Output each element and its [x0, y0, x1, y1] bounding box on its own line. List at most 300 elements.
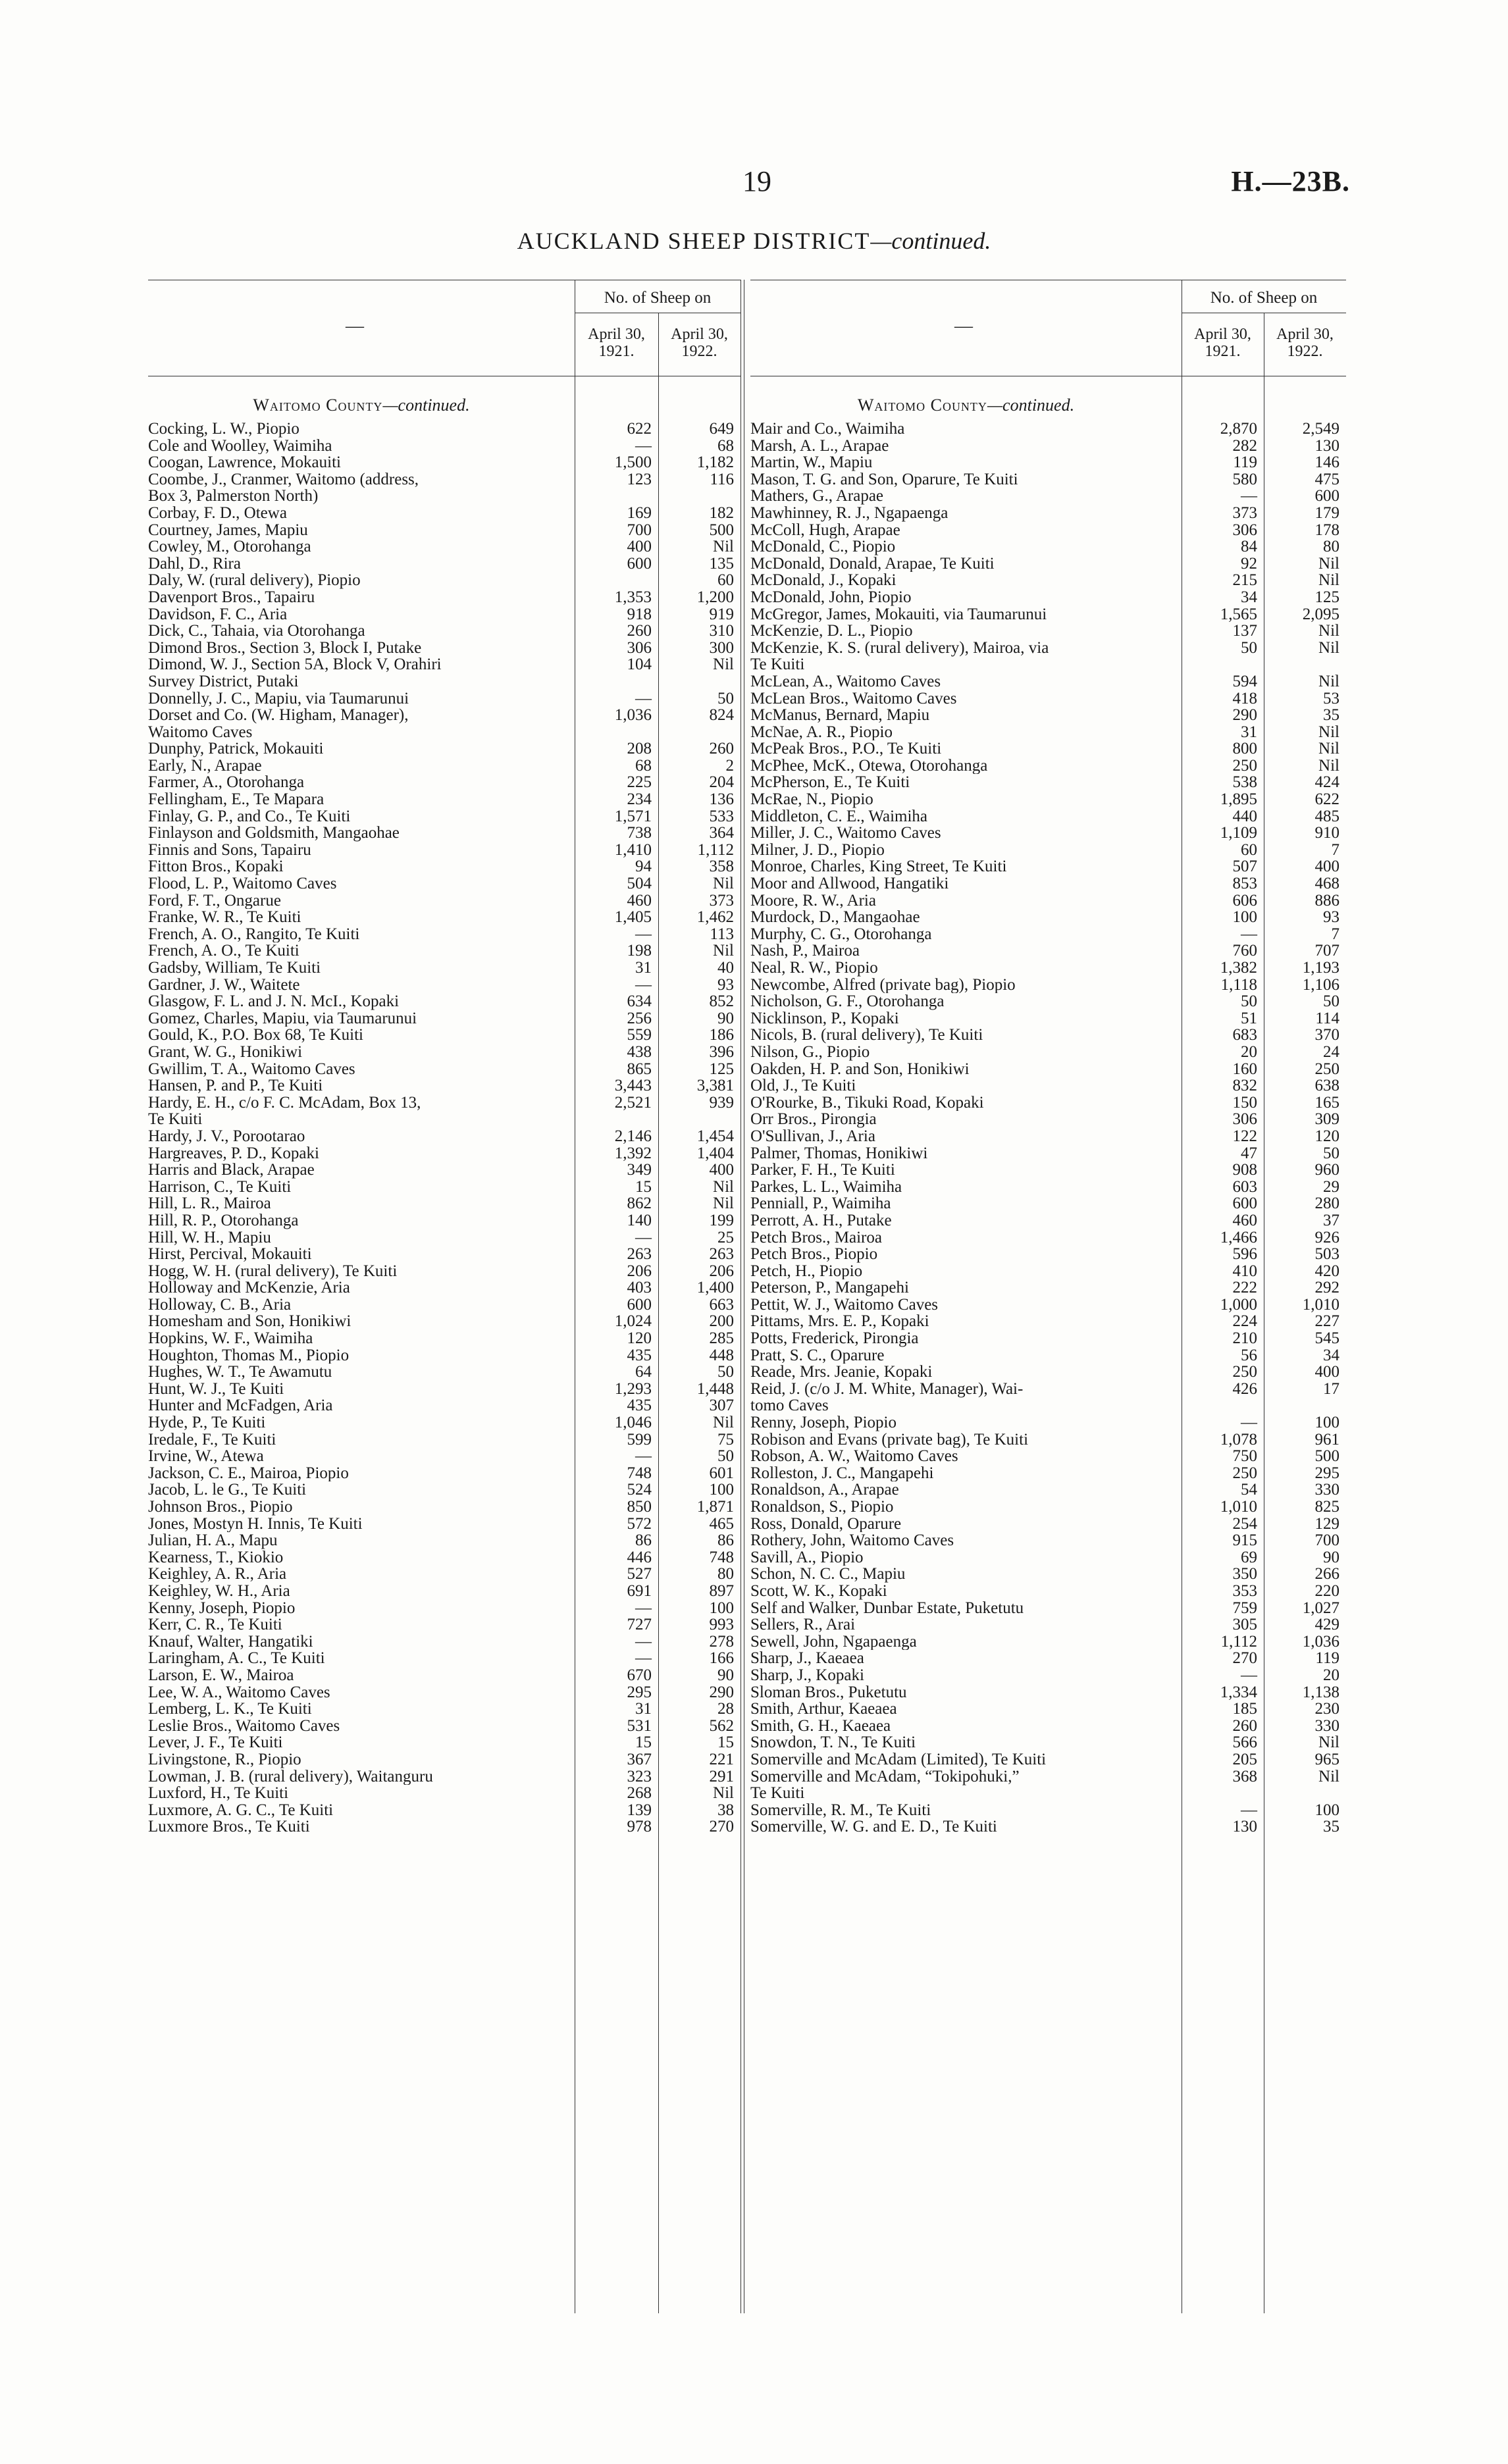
table-row [148, 707, 741, 740]
entry-name: Martin, W., Mapiu [750, 454, 873, 471]
table-row [750, 1516, 1346, 1533]
table-row [148, 690, 741, 707]
count-1921: 250 [1232, 756, 1257, 775]
table-row [148, 875, 741, 892]
count-1921: 137 [1232, 622, 1257, 640]
entry-name: Gwillim, T. A., Waitomo Caves [148, 1060, 355, 1078]
table-row [148, 1397, 741, 1414]
table-row [750, 538, 1346, 555]
count-1921: 426 [1232, 1379, 1257, 1398]
table-row [750, 724, 1346, 741]
table-row [148, 454, 741, 471]
entry-name: Monroe, Charles, King Street, Te Kuiti [750, 858, 1007, 876]
entry-name: Grant, W. G., Honikiwi [148, 1043, 303, 1061]
table-row [148, 1263, 741, 1280]
count-1922: 178 [1314, 521, 1339, 539]
entry-name: Gomez, Charles, Mapiu, via Taumarunui [148, 1010, 417, 1027]
table-row [750, 690, 1346, 707]
table-row [750, 858, 1346, 875]
table-row [148, 1481, 741, 1499]
table-row [148, 1701, 741, 1718]
count-1922: 15 [717, 1733, 734, 1752]
count-1921: 800 [1232, 740, 1257, 758]
sheep-on-header: No. of Sheep on [1210, 289, 1318, 307]
count-1921: 368 [1232, 1767, 1257, 1785]
count-1921: 760 [1232, 942, 1257, 960]
count-1922: 295 [1314, 1464, 1339, 1482]
count-1922: 28 [717, 1700, 734, 1718]
count-1922: 961 [1314, 1430, 1339, 1449]
entry-name: Livingstone, R., Piopio [148, 1751, 301, 1768]
count-1922: 468 [1314, 875, 1339, 893]
count-1921: 410 [1232, 1262, 1257, 1280]
table-row [750, 892, 1346, 910]
count-1921: 1,353 [614, 588, 652, 606]
count-1922: 1,106 [1302, 975, 1339, 994]
count-1921: 254 [1232, 1514, 1257, 1533]
entry-name: Homesham and Son, Honikiwi [148, 1313, 351, 1331]
count-1922: 465 [709, 1514, 734, 1533]
count-1922: Nil [713, 1177, 734, 1196]
count-1922: 80 [1323, 538, 1339, 556]
table-row [750, 909, 1346, 926]
table-row [148, 1010, 741, 1027]
table-row [750, 1718, 1346, 1735]
table-row [750, 1667, 1346, 1684]
count-1921: 435 [627, 1397, 652, 1415]
count-1922: 186 [709, 1026, 734, 1044]
count-1921: 15 [635, 1733, 652, 1752]
count-1922: 38 [717, 1801, 734, 1819]
table-row [148, 1650, 741, 1667]
entry-name: Milner, J. D., Piopio [750, 841, 885, 859]
entry-name: O'Rourke, B., Tikuki Road, Kopaki [750, 1094, 984, 1112]
count-1921: 862 [627, 1194, 652, 1213]
count-1921: 1,109 [1220, 824, 1257, 842]
table-row [148, 977, 741, 994]
entry-name: Kearness, T., Kiokio [148, 1549, 284, 1566]
count-1921: 606 [1232, 891, 1257, 910]
page-number: 19 [742, 165, 771, 197]
count-1921: 20 [1241, 1042, 1257, 1061]
entry-name: Harrison, C., Te Kuiti [148, 1178, 292, 1196]
table-row [148, 1818, 741, 1835]
header-dash: — [954, 316, 973, 336]
count-1922: 993 [709, 1616, 734, 1634]
count-1921: 600 [627, 554, 652, 573]
count-1921: 832 [1232, 1077, 1257, 1095]
entry-name: Holloway and McKenzie, Aria [148, 1279, 350, 1296]
entry-name: Perrott, A. H., Putake [750, 1212, 892, 1229]
count-1922: 100 [709, 1481, 734, 1499]
entry-name: Sloman Bros., Puketutu [750, 1683, 907, 1701]
count-1921: — [1241, 487, 1257, 505]
count-1922: 166 [709, 1649, 734, 1668]
entry-name: Jacob, L. le G., Te Kuiti [148, 1481, 307, 1499]
entry-name: Lee, W. A., Waitomo Caves [148, 1683, 330, 1701]
count-1922: Nil [713, 1414, 734, 1432]
count-1922: 2,549 [1302, 420, 1339, 438]
count-1922: 206 [709, 1262, 734, 1280]
count-1922: 562 [709, 1716, 734, 1735]
table-row [148, 993, 741, 1010]
count-1922: 3,381 [696, 1077, 734, 1095]
count-1922: 373 [709, 891, 734, 910]
table-row [750, 1195, 1346, 1212]
count-1921: 559 [627, 1026, 652, 1044]
count-1921: 150 [1232, 1093, 1257, 1112]
table-row [750, 1296, 1346, 1314]
table-row [750, 1465, 1346, 1482]
count-1922: 227 [1314, 1312, 1339, 1331]
table-row [148, 623, 741, 640]
count-1921: — [635, 689, 652, 707]
table-row [750, 977, 1346, 994]
count-1922: 250 [1314, 1060, 1339, 1078]
entry-name: Robison and Evans (private bag), Te Kuiti [750, 1431, 1029, 1449]
count-1921: 750 [1232, 1447, 1257, 1466]
count-1921: 268 [627, 1784, 652, 1803]
count-1921: 1,334 [1220, 1683, 1257, 1701]
table-row [750, 1532, 1346, 1549]
table-row [750, 1094, 1346, 1112]
count-1922: 1,138 [1302, 1683, 1339, 1701]
count-1922: 960 [1314, 1161, 1339, 1179]
count-1921: — [1241, 1801, 1257, 1819]
entry-name: Snowdon, T. N., Te Kuiti [750, 1734, 916, 1751]
count-1922: 852 [709, 992, 734, 1011]
count-1921: 460 [627, 891, 652, 910]
count-1921: — [1241, 925, 1257, 943]
entry-name: Cole and Woolley, Waimiha [148, 437, 332, 455]
count-1921: 84 [1241, 538, 1257, 556]
count-1922: 125 [1314, 588, 1339, 606]
count-1921: 915 [1232, 1531, 1257, 1550]
count-1921: 670 [627, 1666, 652, 1684]
count-1922: 35 [1323, 1818, 1339, 1836]
table-row [148, 1179, 741, 1196]
table-row [148, 1600, 741, 1617]
entry-name: Larson, E. W., Mairoa [148, 1666, 294, 1684]
count-1921: 306 [627, 638, 652, 657]
entry-name: Leslie Bros., Waitomo Caves [148, 1717, 340, 1735]
count-1922: 86 [717, 1531, 734, 1550]
count-1922: Nil [713, 875, 734, 893]
count-1921: 603 [1232, 1177, 1257, 1196]
entry-name: Dahl, D., Rira [148, 555, 241, 573]
table-row [148, 1549, 741, 1566]
count-1922: 50 [1323, 1144, 1339, 1162]
entry-name: Sharp, J., Kaeaea [750, 1650, 864, 1667]
entry-name: Reid, J. (c/o J. M. White, Manager), Wai- tomo Caves [750, 1380, 1024, 1415]
entry-name: Peterson, P., Mangapehi [750, 1279, 909, 1296]
entry-name: Mair and Co., Waimiha [750, 421, 905, 438]
count-1921: 978 [627, 1818, 652, 1836]
table-row [148, 1145, 741, 1162]
table-row [148, 1532, 741, 1549]
table-row [148, 926, 741, 943]
entry-name: Hunter and McFadgen, Aria [148, 1397, 333, 1415]
count-1921: 1,118 [1220, 975, 1257, 994]
count-1922: 220 [1314, 1581, 1339, 1600]
count-1922: 364 [709, 824, 734, 842]
count-1922: 300 [709, 638, 734, 657]
entry-name: Coombe, J., Cranmer, Waitomo (address, Box 3, Palmerston North) [148, 471, 419, 505]
table-row [148, 1718, 741, 1735]
count-1922: 53 [1323, 689, 1339, 707]
count-1922: 1,036 [1302, 1632, 1339, 1651]
count-1921: 599 [627, 1430, 652, 1449]
entry-name: Nash, P., Mairoa [750, 942, 860, 960]
count-1921: — [635, 975, 652, 994]
count-1922: 80 [717, 1565, 734, 1583]
table-row [750, 757, 1346, 775]
county-continued: —continued. [987, 396, 1075, 415]
count-1921: 210 [1232, 1329, 1257, 1348]
entry-name: McDonald, J., Kopaki [750, 572, 897, 589]
count-1922: 7 [1331, 840, 1339, 859]
count-1921: 208 [627, 740, 652, 758]
entry-name: Dimond, W. J., Section 5A, Block V, Orahiri Survey District, Putaki [148, 656, 442, 690]
table-row [148, 1195, 741, 1212]
entry-name: Somerville and McAdam (Limited), Te Kuiti [750, 1751, 1047, 1768]
count-1922: 1,027 [1302, 1599, 1339, 1617]
count-1922: 221 [709, 1750, 734, 1768]
table-row [750, 1229, 1346, 1246]
count-1921: 1,405 [614, 908, 652, 927]
count-1921: 403 [627, 1279, 652, 1297]
table-row [750, 1549, 1346, 1566]
count-1921: 31 [635, 959, 652, 977]
title-continued: —continued. [870, 228, 991, 254]
count-1921: 400 [627, 538, 652, 556]
entry-name: McPherson, E., Te Kuiti [750, 774, 910, 792]
count-1921: 123 [627, 470, 652, 488]
table-row [148, 471, 741, 505]
table-row [750, 471, 1346, 488]
count-1921: 738 [627, 824, 652, 842]
table-row [750, 1633, 1346, 1651]
table-row [148, 808, 741, 825]
count-1921: 224 [1232, 1312, 1257, 1331]
entry-name: McKenzie, D. L., Piopio [750, 623, 913, 640]
entry-name: McGregor, James, Mokauiti, via Taumarunui [750, 605, 1047, 623]
count-1922: 700 [1314, 1531, 1339, 1550]
count-1922: 29 [1323, 1177, 1339, 1196]
count-1922: 135 [709, 554, 734, 573]
count-1922: 37 [1323, 1211, 1339, 1229]
entry-name: Courtney, James, Mapiu [148, 521, 308, 539]
rows [148, 421, 741, 1835]
count-1921: 263 [627, 1245, 652, 1264]
table-row [148, 1162, 741, 1179]
entry-name: Mawhinney, R. J., Ngapaenga [750, 504, 949, 522]
table-row [148, 1381, 741, 1398]
count-1921: 727 [627, 1616, 652, 1634]
table-row [148, 1583, 741, 1600]
count-1922: 182 [709, 503, 734, 522]
entry-name: Miller, J. C., Waitomo Caves [750, 825, 941, 842]
count-1922: 400 [1314, 1363, 1339, 1381]
count-1921: 353 [1232, 1581, 1257, 1600]
count-1922: 429 [1314, 1616, 1339, 1634]
entry-name: Newcombe, Alfred (private bag), Piopio [750, 976, 1016, 994]
count-1922: Nil [713, 655, 734, 674]
table-row [148, 1616, 741, 1633]
count-1921: 850 [627, 1498, 652, 1516]
count-1922: Nil [1318, 554, 1339, 573]
entry-name: McManus, Bernard, Mapiu [750, 707, 930, 724]
count-1922: 230 [1314, 1700, 1339, 1718]
entry-name: Ross, Donald, Oparure [750, 1515, 902, 1533]
table-row [750, 505, 1346, 522]
entry-name: Reade, Mrs. Jeanie, Kopaki [750, 1364, 933, 1381]
count-1921: 130 [1232, 1818, 1257, 1836]
count-1921: 100 [1232, 908, 1257, 927]
count-1921: 566 [1232, 1733, 1257, 1752]
table-row [750, 1448, 1346, 1465]
table-row [750, 842, 1346, 859]
count-1921: 531 [627, 1716, 652, 1735]
table-row [750, 1027, 1346, 1044]
entry-name: Mason, T. G. and Son, Oparure, Te Kuiti [750, 471, 1018, 488]
entry-name: Flood, L. P., Waitomo Caves [148, 875, 337, 892]
count-1921: 169 [627, 503, 652, 522]
count-1922: 90 [717, 1666, 734, 1684]
table-row [750, 1583, 1346, 1600]
table-row [750, 875, 1346, 892]
entry-name: Middleton, C. E., Waimiha [750, 808, 928, 825]
count-1922: Nil [1318, 756, 1339, 775]
entry-name: Parker, F. H., Te Kuiti [750, 1162, 895, 1179]
table-row [148, 1330, 741, 1347]
count-1921: 234 [627, 790, 652, 809]
entry-name: Self and Walker, Dunbar Estate, Puketutu [750, 1599, 1024, 1617]
entry-name: Hyde, P., Te Kuiti [148, 1414, 266, 1431]
count-1922: 75 [717, 1430, 734, 1449]
count-1921: 691 [627, 1581, 652, 1600]
entry-name: Palmer, Thomas, Honikiwi [750, 1144, 928, 1162]
count-1922: 1,193 [1302, 959, 1339, 977]
count-1921: 1,500 [614, 453, 652, 472]
entry-name: Hardy, J. V., Porootarao [148, 1127, 305, 1145]
count-1921: 600 [627, 1295, 652, 1314]
count-1922: 748 [709, 1548, 734, 1566]
entry-name: Kerr, C. R., Te Kuiti [148, 1616, 282, 1633]
count-1921: 305 [1232, 1616, 1257, 1634]
count-1921: 596 [1232, 1245, 1257, 1264]
entry-name: Nicholson, G. F., Otorohanga [750, 993, 945, 1010]
entry-name: McPhee, McK., Otewa, Otorohanga [750, 757, 988, 775]
rows [750, 421, 1346, 1835]
entry-name: Sellers, R., Arai [750, 1616, 856, 1633]
entry-name: Luxford, H., Te Kuiti [148, 1785, 289, 1802]
table-row [750, 1818, 1346, 1835]
count-1921: 140 [627, 1211, 652, 1229]
count-1921: 349 [627, 1161, 652, 1179]
table-row [750, 1077, 1346, 1094]
entry-name: Nicols, B. (rural delivery), Te Kuiti [750, 1027, 983, 1044]
count-1922: 424 [1314, 773, 1339, 792]
count-1921: — [635, 1447, 652, 1466]
table-row [750, 572, 1346, 589]
count-1922: 310 [709, 622, 734, 640]
count-1922: 358 [709, 858, 734, 876]
entry-name: Davidson, F. C., Aria [148, 605, 288, 623]
table-row [750, 1162, 1346, 1179]
count-1921: 260 [1232, 1716, 1257, 1735]
table-row [750, 1616, 1346, 1633]
table-row [148, 942, 741, 960]
count-1921: 1,565 [1220, 605, 1257, 623]
count-1922: 24 [1323, 1042, 1339, 1061]
count-1922: 130 [1314, 436, 1339, 455]
count-1921: 50 [1241, 638, 1257, 657]
count-1921: 524 [627, 1481, 652, 1499]
entry-name: Harris and Black, Arapae [148, 1162, 315, 1179]
count-1921: 1,046 [614, 1414, 652, 1432]
count-1922: 545 [1314, 1329, 1339, 1348]
table-row [148, 1431, 741, 1449]
col-1922-header: April 30, 1922. [671, 326, 728, 361]
count-1922: 34 [1323, 1346, 1339, 1364]
count-1921: 122 [1232, 1127, 1257, 1145]
table-row [750, 522, 1346, 539]
entry-name: Hill, R. P., Otorohanga [148, 1212, 299, 1229]
count-1922: 291 [709, 1767, 734, 1785]
count-1921: 446 [627, 1548, 652, 1566]
table-row [750, 1279, 1346, 1296]
entry-name: Hardy, E. H., c/o F. C. McAdam, Box 13, Te Kuiti [148, 1094, 421, 1128]
count-1922: 420 [1314, 1262, 1339, 1280]
entry-name: French, A. O., Te Kuiti [148, 942, 299, 960]
table-row [750, 1263, 1346, 1280]
table-row [148, 606, 741, 623]
county-heading [148, 396, 575, 415]
entry-name: McPeak Bros., P.O., Te Kuiti [750, 740, 942, 757]
entry-name: Gould, K., P.O. Box 68, Te Kuiti [148, 1027, 363, 1044]
entry-name: Somerville and McAdam, “Tokipohuki,” Te Kuiti [750, 1768, 1020, 1802]
count-1921: 683 [1232, 1026, 1257, 1044]
table-row [750, 1381, 1346, 1414]
count-1921: 1,036 [614, 706, 652, 725]
table-row [148, 1347, 741, 1364]
table-row [750, 1044, 1346, 1061]
count-1922: 475 [1314, 470, 1339, 488]
count-1921: — [635, 1599, 652, 1617]
count-1922: 100 [709, 1599, 734, 1617]
entry-name: Moor and Allwood, Hangatiki [750, 875, 949, 892]
count-1922: 600 [1314, 487, 1339, 505]
table-row [148, 1516, 741, 1533]
entry-name: Hunt, W. J., Te Kuiti [148, 1380, 284, 1398]
count-1922: 638 [1314, 1077, 1339, 1095]
table-row [750, 825, 1346, 842]
table-row [750, 555, 1346, 573]
count-1921: 68 [635, 756, 652, 775]
table-row [148, 1364, 741, 1381]
table-row [148, 1212, 741, 1229]
table-row [750, 1768, 1346, 1802]
entry-name: Hargreaves, P. D., Kopaki [148, 1144, 319, 1162]
count-1922: 485 [1314, 807, 1339, 825]
table-row [750, 1061, 1346, 1078]
entry-name: McLean Bros., Waitomo Caves [750, 690, 957, 707]
count-1922: 68 [717, 436, 734, 455]
count-1922: 199 [709, 1211, 734, 1229]
entry-name: Farmer, A., Otorohanga [148, 774, 305, 792]
count-1921: 69 [1241, 1548, 1257, 1566]
